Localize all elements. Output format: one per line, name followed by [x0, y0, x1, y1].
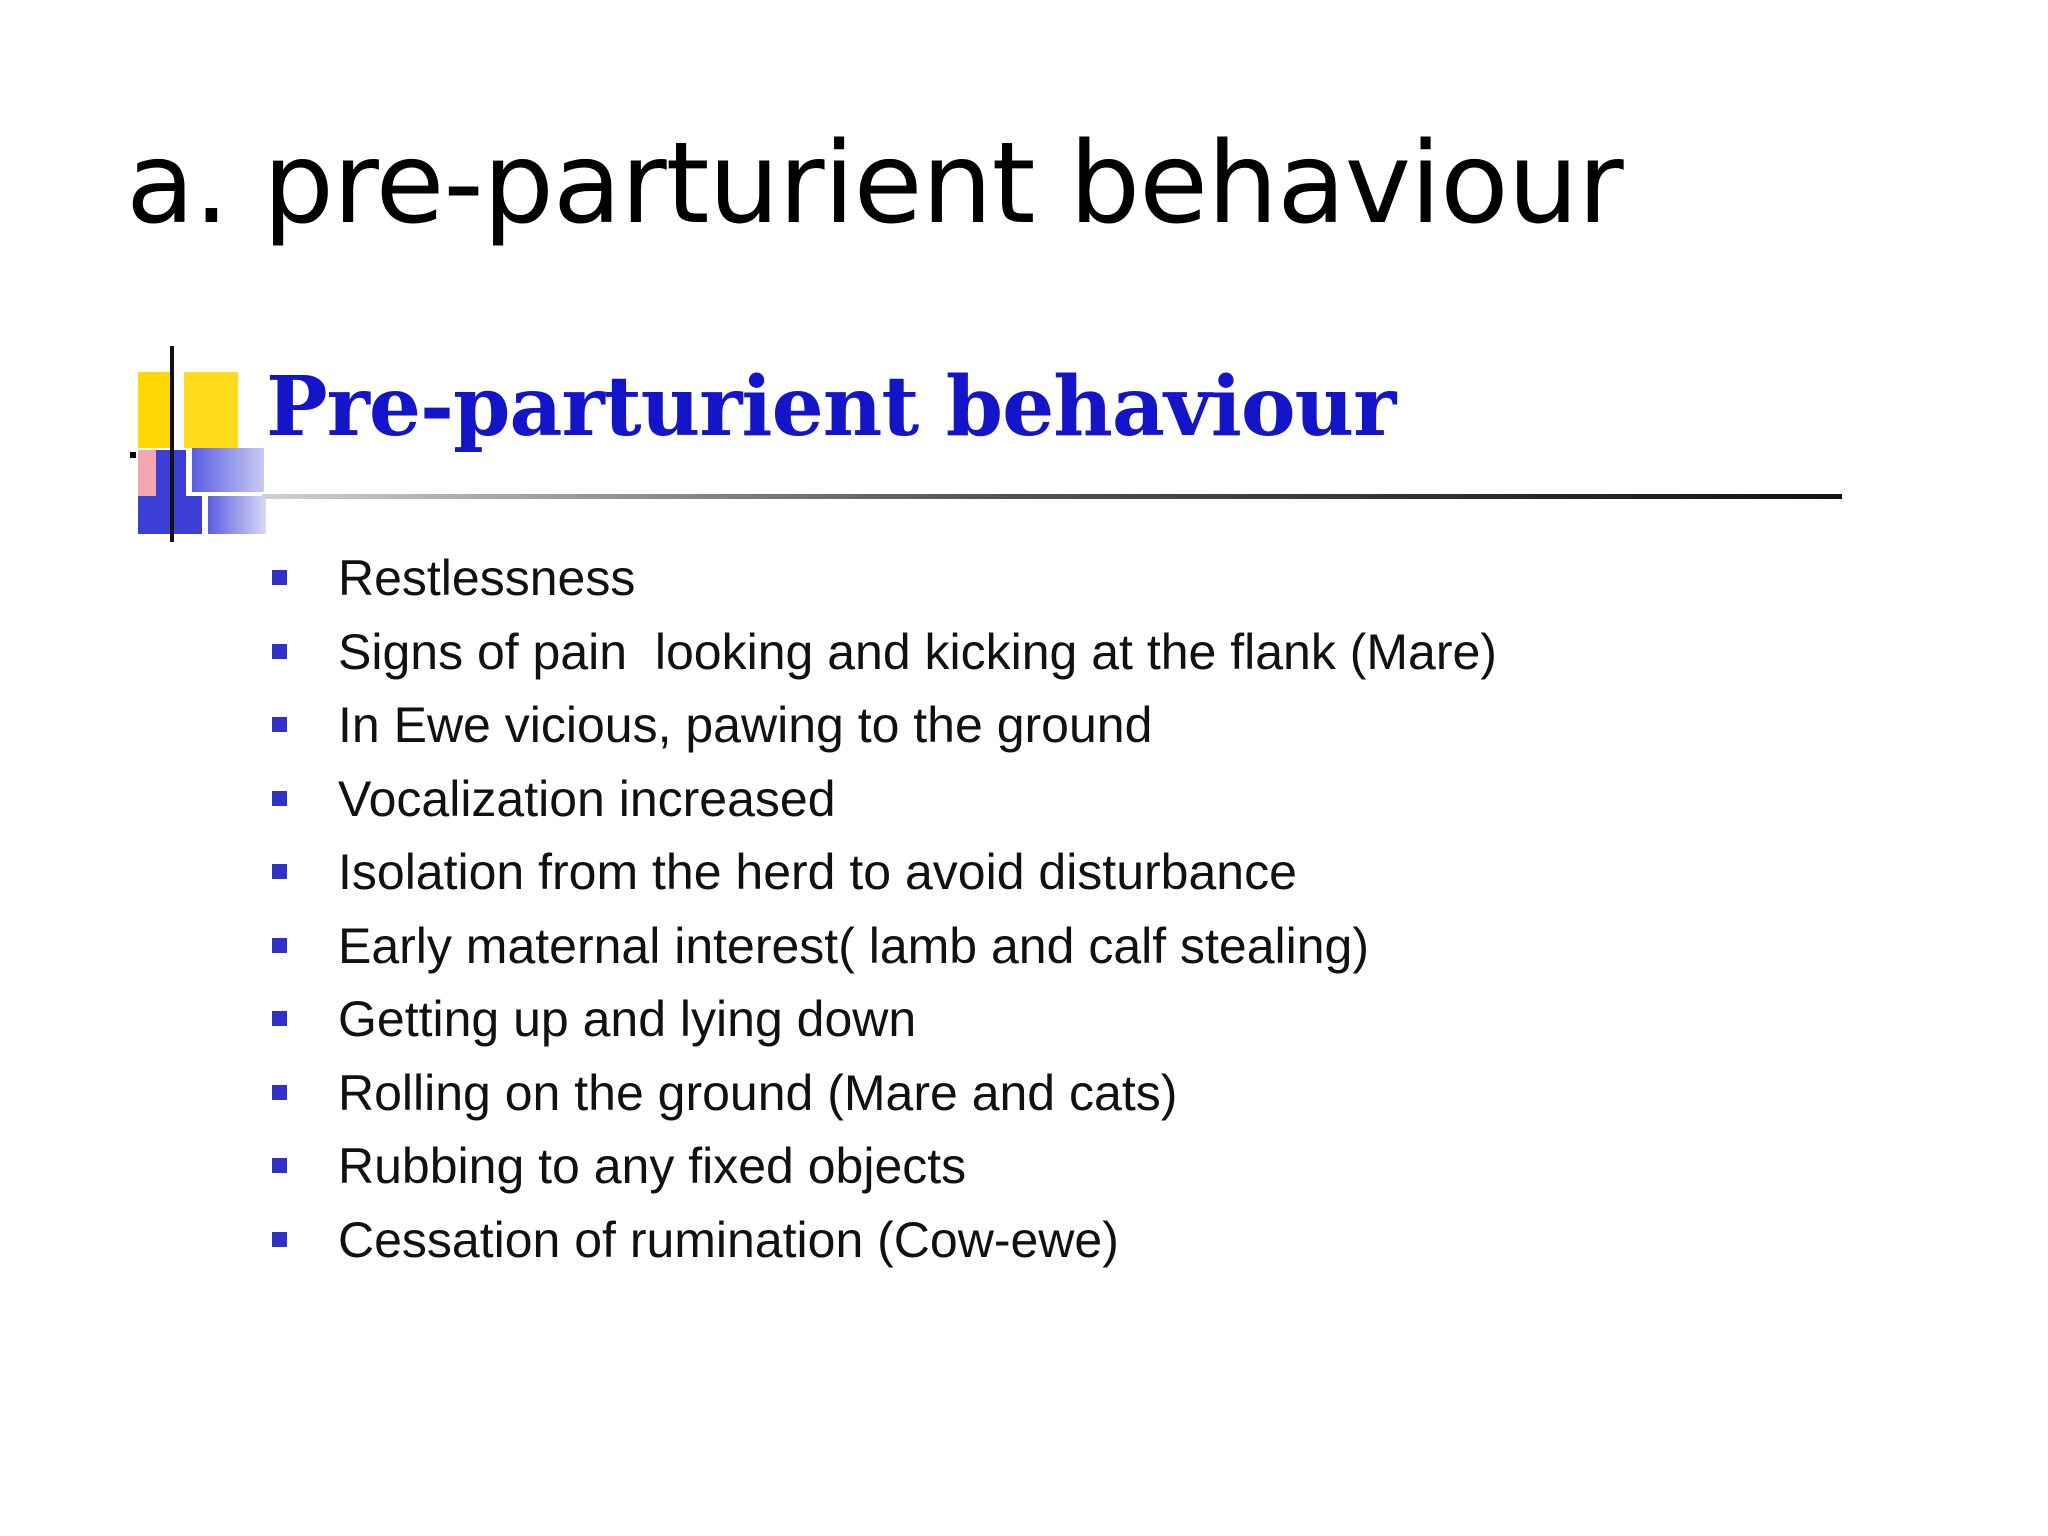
- bullet-list: [272, 542, 1497, 1277]
- square-bullet-icon: [272, 570, 287, 585]
- bullet-item: [272, 616, 1497, 690]
- blue-gradient-square: [192, 448, 264, 492]
- bullet-text: Early maternal interest( lamb and calf stealing): [338, 917, 1370, 974]
- bullet-item: [272, 542, 1497, 616]
- bullet-item: [272, 836, 1497, 910]
- square-bullet-icon: [272, 1011, 287, 1026]
- bullet-text: Getting up and lying down: [338, 991, 917, 1047]
- bullet-text: Isolation from the herd to avoid disturbance: [338, 844, 1297, 900]
- bullet-item: [272, 689, 1497, 763]
- bullet-item: [272, 1057, 1497, 1131]
- blue-gradient-square: [208, 496, 266, 534]
- bullet-text: Signs of pain looking and kicking at the flank (Mare): [338, 623, 1497, 680]
- square-bullet-icon: [272, 938, 287, 953]
- bullet-item: [272, 1204, 1497, 1278]
- vertical-line: [170, 346, 174, 542]
- bullet-item: [272, 1130, 1497, 1204]
- bullet-text: Vocalization increased: [338, 770, 836, 827]
- bullet-text: Rubbing to any fixed objects: [338, 1138, 967, 1194]
- color-squares-decoration: [132, 346, 272, 546]
- bullet-text: Restlessness: [338, 550, 636, 606]
- bullet-item: [272, 983, 1497, 1057]
- embedded-slide-image: [132, 346, 1712, 1276]
- yellow-square: [184, 372, 238, 448]
- square-bullet-icon: [272, 644, 287, 659]
- embedded-title: Pre-parturient behaviour: [266, 359, 1396, 455]
- title-underline: [262, 494, 1842, 499]
- square-bullet-icon: [272, 717, 287, 732]
- square-bullet-icon: [272, 1085, 287, 1100]
- square-bullet-icon: [272, 1158, 287, 1173]
- bullet-text: In Ewe vicious, pawing to the ground: [338, 697, 1153, 753]
- square-bullet-icon: [272, 864, 287, 879]
- square-bullet-icon: [272, 791, 287, 806]
- bullet-text: Rolling on the ground (Mare and cats): [338, 1064, 1178, 1121]
- bullet-item: [272, 910, 1497, 984]
- bullet-text: Cessation of rumination (Cow-ewe): [338, 1211, 1119, 1268]
- yellow-square: [138, 372, 174, 448]
- square-bullet-icon: [272, 1232, 287, 1247]
- slide-title: a. pre-parturient behaviour: [126, 119, 1623, 249]
- bullet-item: [272, 763, 1497, 837]
